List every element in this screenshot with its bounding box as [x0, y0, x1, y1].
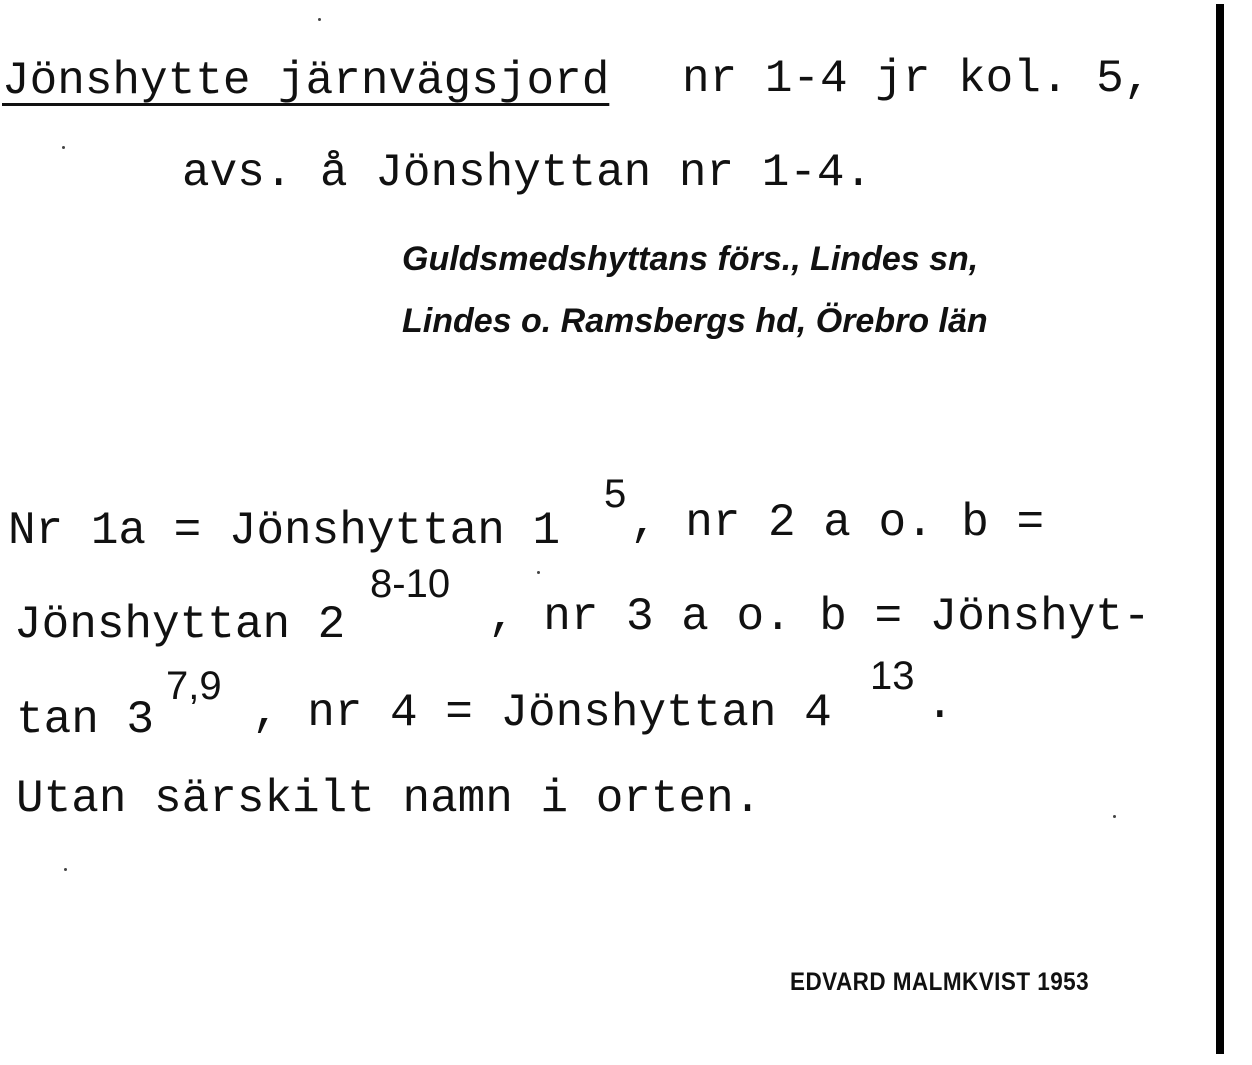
speck [537, 571, 540, 574]
body-line-3-superscript-2: 13 [870, 654, 915, 698]
body-line-3: tan 3 [16, 694, 155, 746]
body-line-3-mid: , nr 4 = Jönshyttan 4 [252, 687, 832, 739]
speck [318, 18, 321, 21]
body-line-2-tail: , nr 3 a o. b = Jönshyt- [488, 591, 1151, 643]
card-title: Jönshytte järnvägsjord [2, 55, 610, 107]
body-line-1-superscript: 5 [604, 472, 627, 516]
body-line-1-tail: , nr 2 a o. b = [630, 497, 1045, 549]
body-line-4: Utan särskilt namn i orten. [16, 773, 762, 825]
card-title-rest: nr 1-4 jr kol. 5, [682, 53, 1152, 105]
card-edge-shadow [1216, 4, 1224, 1054]
location-stamp-line2: Lindes o. Ramsbergs hd, Örebro län [402, 302, 988, 340]
body-line-3-tail: . [926, 679, 954, 731]
location-stamp-line1: Guldsmedshyttans förs., Lindes sn, [402, 240, 979, 278]
body-line-1: Nr 1a = Jönshyttan 1 [8, 505, 561, 557]
speck [1113, 815, 1116, 818]
speck [64, 868, 67, 871]
body-line-2-superscript: 8-10 [370, 562, 451, 606]
card-subtitle: avs. å Jönshyttan nr 1-4. [182, 147, 873, 199]
body-line-2: Jönshyttan 2 [14, 599, 346, 651]
speck [62, 146, 65, 149]
signature: EDVARD MALMKVIST 1953 [790, 968, 1090, 996]
body-line-3-superscript: 7,9 [166, 664, 222, 708]
